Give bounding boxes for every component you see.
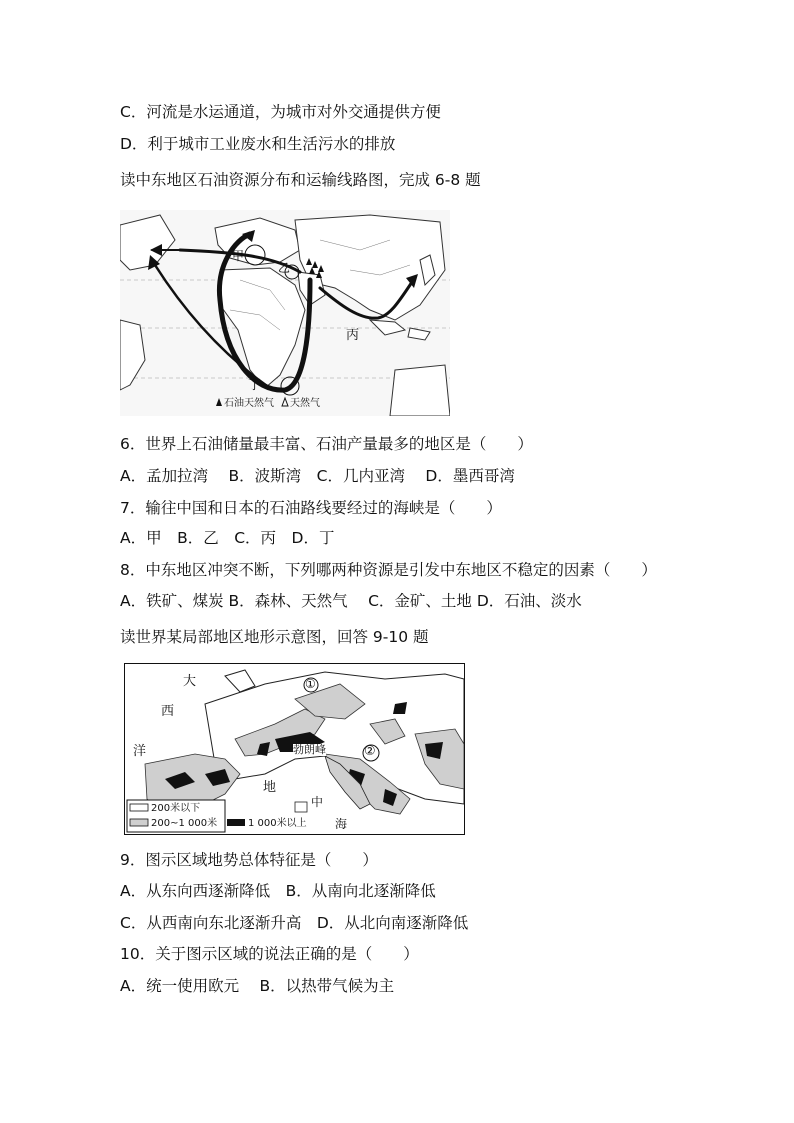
label-marker-2: ② <box>364 744 376 759</box>
question-10: 10．关于图示区域的说法正确的是（ ） <box>120 945 419 963</box>
option-d-prev: D．利于城市工业废水和生活污水的排放 <box>120 135 396 153</box>
question-9-options-cd: C．从西南向东北逐渐升高 D．从北向南逐渐降低 <box>120 914 469 932</box>
label-da: 大 <box>183 674 197 689</box>
label-marker-1: ① <box>305 677 316 691</box>
oil-route-map-graphic <box>120 210 450 416</box>
option-c-prev: C．河流是水运通道，为城市对外交通提供方便 <box>120 103 441 121</box>
legend-gas: 天然气 <box>290 398 320 409</box>
label-yang: 洋 <box>133 744 147 759</box>
question-9-options-ab: A．从东向西逐渐降低 B．从南向北逐渐降低 <box>120 882 436 900</box>
legend-mid: 200~1 000米 <box>151 818 218 829</box>
question-7: 7．输往中国和日本的石油路线要经过的海峡是（ ） <box>120 499 502 517</box>
label-xi: 西 <box>161 704 175 719</box>
intro-map1: 读中东地区石油资源分布和运输线路图，完成 6-8 题 <box>120 171 481 189</box>
label-bing: 丙 <box>346 328 360 343</box>
question-6: 6．世界上石油储量最丰富、石油产量最多的地区是（ ） <box>120 435 533 453</box>
label-yi: 乙 <box>278 261 291 275</box>
oil-route-map <box>120 210 450 416</box>
question-8-options: A．铁矿、煤炭 B．森林、天然气 C．金矿、土地 D．石油、淡水 <box>120 592 582 610</box>
label-di: 地 <box>263 780 277 795</box>
legend-low: 200米以下 <box>151 803 201 814</box>
intro-map2: 读世界某局部地区地形示意图，回答 9-10 题 <box>120 628 429 646</box>
legend-oil-gas: 石油天然气 <box>224 398 274 409</box>
label-mont-blanc: 勃朗峰 <box>293 743 326 756</box>
label-hai: 海 <box>335 817 348 831</box>
question-9: 9．图示区域地势总体特征是（ ） <box>120 851 378 869</box>
question-10-options-ab: A．统一使用欧元 B．以热带气候为主 <box>120 977 395 995</box>
legend-high: 1 000米以上 <box>248 818 307 829</box>
terrain-map <box>124 663 465 835</box>
question-6-options: A．孟加拉湾 B．波斯湾 C．几内亚湾 D．墨西哥湾 <box>120 467 515 485</box>
question-7-options: A．甲 B．乙 C．丙 D．丁 <box>120 529 335 547</box>
label-zhong: 中 <box>311 795 324 809</box>
question-8: 8．中东地区冲突不断，下列哪两种资源是引发中东地区不稳定的因素（ ） <box>120 561 657 579</box>
label-ding: 丁 <box>248 378 262 393</box>
label-jia: 甲 <box>232 249 245 263</box>
